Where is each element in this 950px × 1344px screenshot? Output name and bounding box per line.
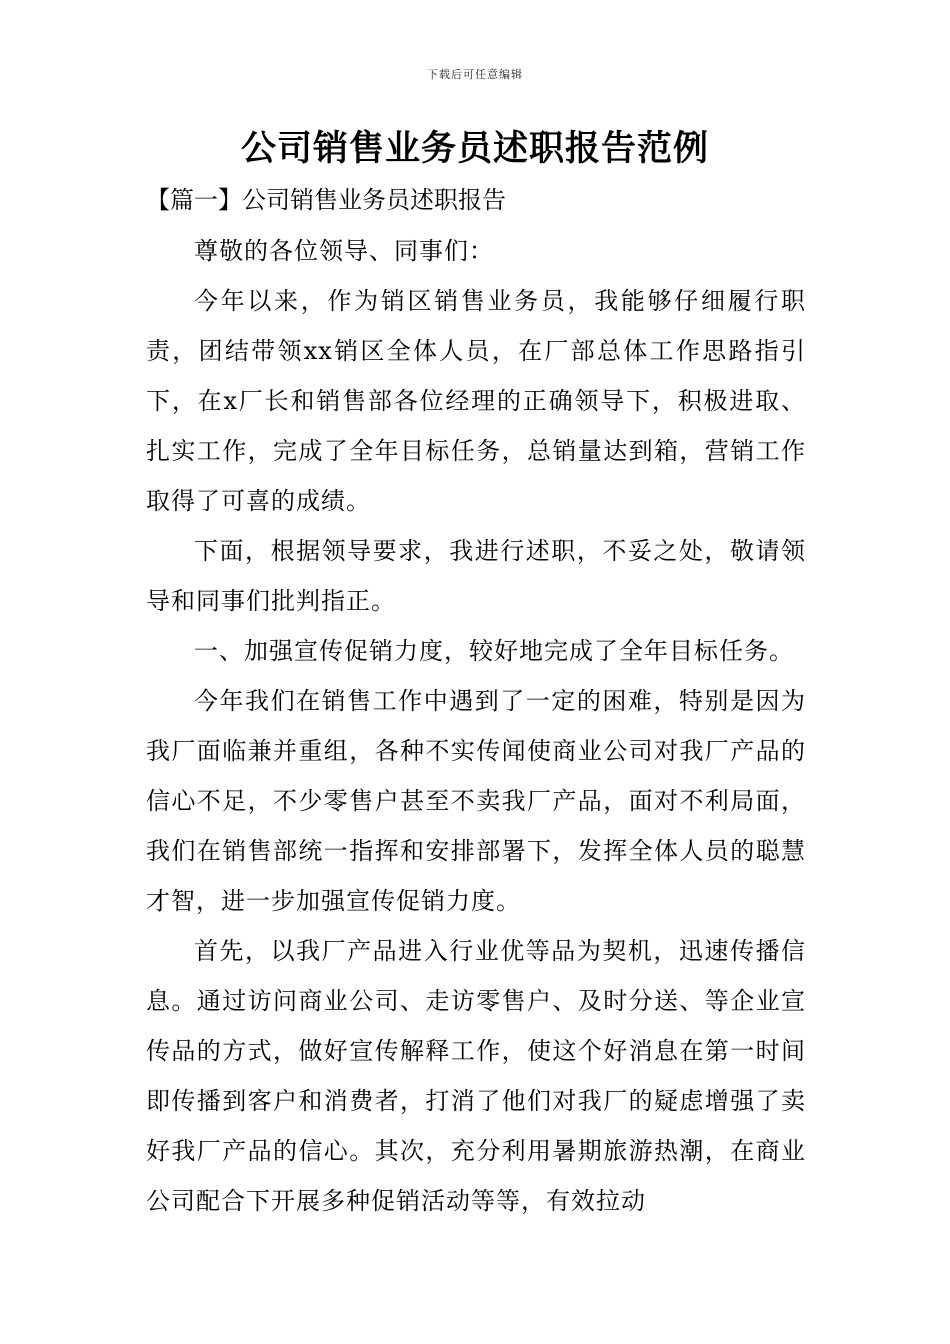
body-paragraph: 首先，以我厂产品进入行业优等品为契机，迅速传播信息。通过访问商业公司、走访零售户、及时分送、等企业宣传品的方式，做好宣传解释工作，使这个好消息在第一时间即传播到客户和消费者，打消了他们对我厂的疑虑增强了卖好我厂产品的信心。其次，充分利用暑期旅游热潮，在商业公司配合下开展多种促销活动等等，有效拉动 bbox=[146, 937, 806, 1215]
document-title: 公司销售业务员述职报告范例 bbox=[240, 129, 709, 169]
document-body bbox=[146, 226, 806, 1226]
body-paragraph: 今年以来，作为销区销售业务员，我能够仔细履行职责，团结带领xx销区全体人员，在厂部总体工作思路指引下，在x厂长和销售部各位经理的正确领导下，积极进取、扎实工作，完成了全年目标任务，总销量达到箱，营销工作取得了可喜的成绩。 bbox=[146, 287, 806, 515]
body-paragraph: 下面，根据领导要求，我进行述职，不妥之处，敬请领导和同事们批判指正。 bbox=[146, 537, 806, 615]
header-note: 下载后可任意编辑 bbox=[427, 68, 523, 81]
body-paragraph: 今年我们在销售工作中遇到了一定的困难，特别是因为我厂面临兼并重组，各种不实传闻使商业公司对我厂产品的信心不足，不少零售户甚至不卖我厂产品，面对不利局面，我们在销售部统一指挥和安排部署下，发挥全体人员的聪慧才智，进一步加强宣传促销力度。 bbox=[146, 687, 806, 915]
section-heading: 【篇一】公司销售业务员述职报告 bbox=[146, 186, 506, 214]
salutation-paragraph: 尊敬的各位领导、同事们： bbox=[194, 237, 494, 265]
subheading-paragraph: 一、加强宣传促销力度，较好地完成了全年目标任务。 bbox=[194, 637, 794, 665]
